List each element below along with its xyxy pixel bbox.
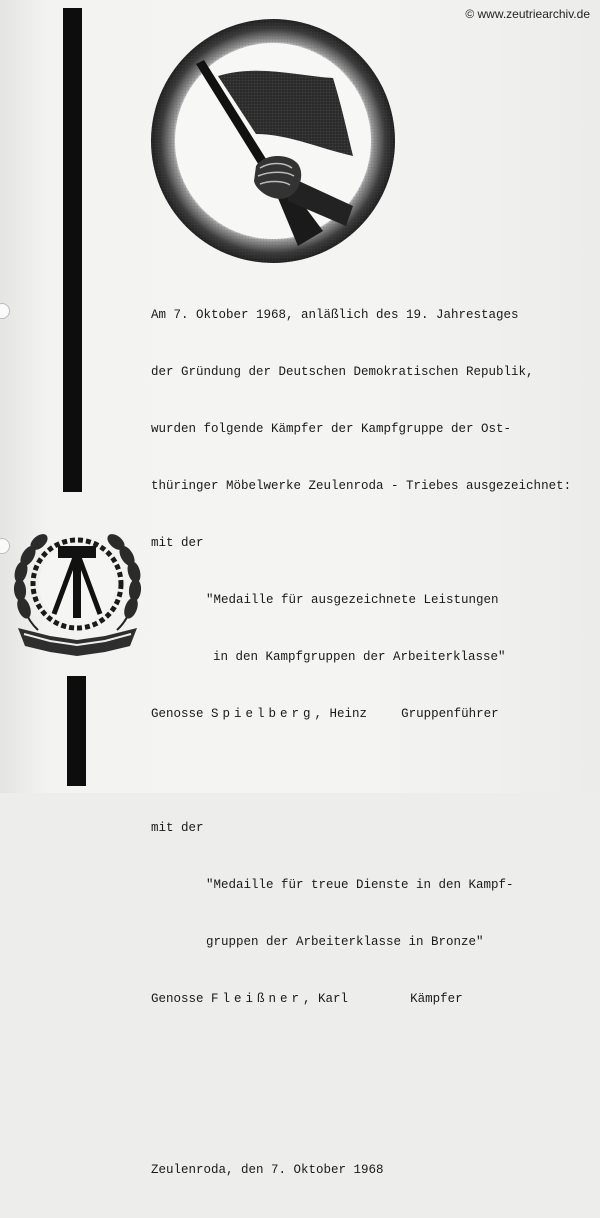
award2-recipient — [151, 990, 571, 1009]
black-bar-bottom — [67, 676, 86, 786]
ddr-state-emblem — [10, 518, 145, 660]
award1-medal-line-1: "Medaille für ausgezeichnete Leistungen — [206, 593, 499, 607]
award1-genosse: Genosse — [151, 707, 204, 721]
award1-recipient — [151, 705, 571, 724]
award1-surname: Spielberg — [211, 707, 315, 721]
award2-medal-line-1: "Medaille für treue Dienste in den Kampf- — [206, 878, 514, 892]
award2-medal-line-2: gruppen der Arbeiterklasse in Bronze" — [206, 935, 484, 949]
award1-intro: mit der — [151, 536, 204, 550]
award1-role: Gruppenführer — [401, 707, 499, 721]
document-text — [151, 268, 571, 1218]
award2-genosse: Genosse — [151, 992, 204, 1006]
text-line-1: Am 7. Oktober 1968, anläßlich des 19. Jahrestages — [151, 308, 519, 322]
award1-medal-line-2: in den Kampfgruppen der Arbeiterklasse" — [213, 650, 506, 664]
place-date: Zeulenroda, den 7. Oktober 1968 — [151, 1163, 384, 1177]
text-line-3: wurden folgende Kämpfer der Kampfgruppe der Ost- — [151, 422, 512, 436]
award2-role: Kämpfer — [410, 992, 463, 1006]
watermark: © www.zeutriearchiv.de — [465, 7, 590, 21]
award1-firstname: , Heinz — [314, 707, 368, 721]
black-bar-top — [63, 8, 82, 492]
punch-hole-top — [0, 303, 10, 319]
award2-intro: mit der — [151, 821, 204, 835]
punch-hole-bottom — [0, 538, 10, 554]
award2-firstname: , Karl — [303, 992, 349, 1006]
text-line-2: der Gründung der Deutschen Demokratischen Republik, — [151, 365, 534, 379]
award2-surname: Fleißner — [211, 992, 304, 1006]
text-line-4: thüringer Möbelwerke Zeulenroda - Triebes ausgezeichnet: — [151, 479, 572, 493]
fist-with-rifle-and-flag-emblem — [148, 16, 398, 266]
